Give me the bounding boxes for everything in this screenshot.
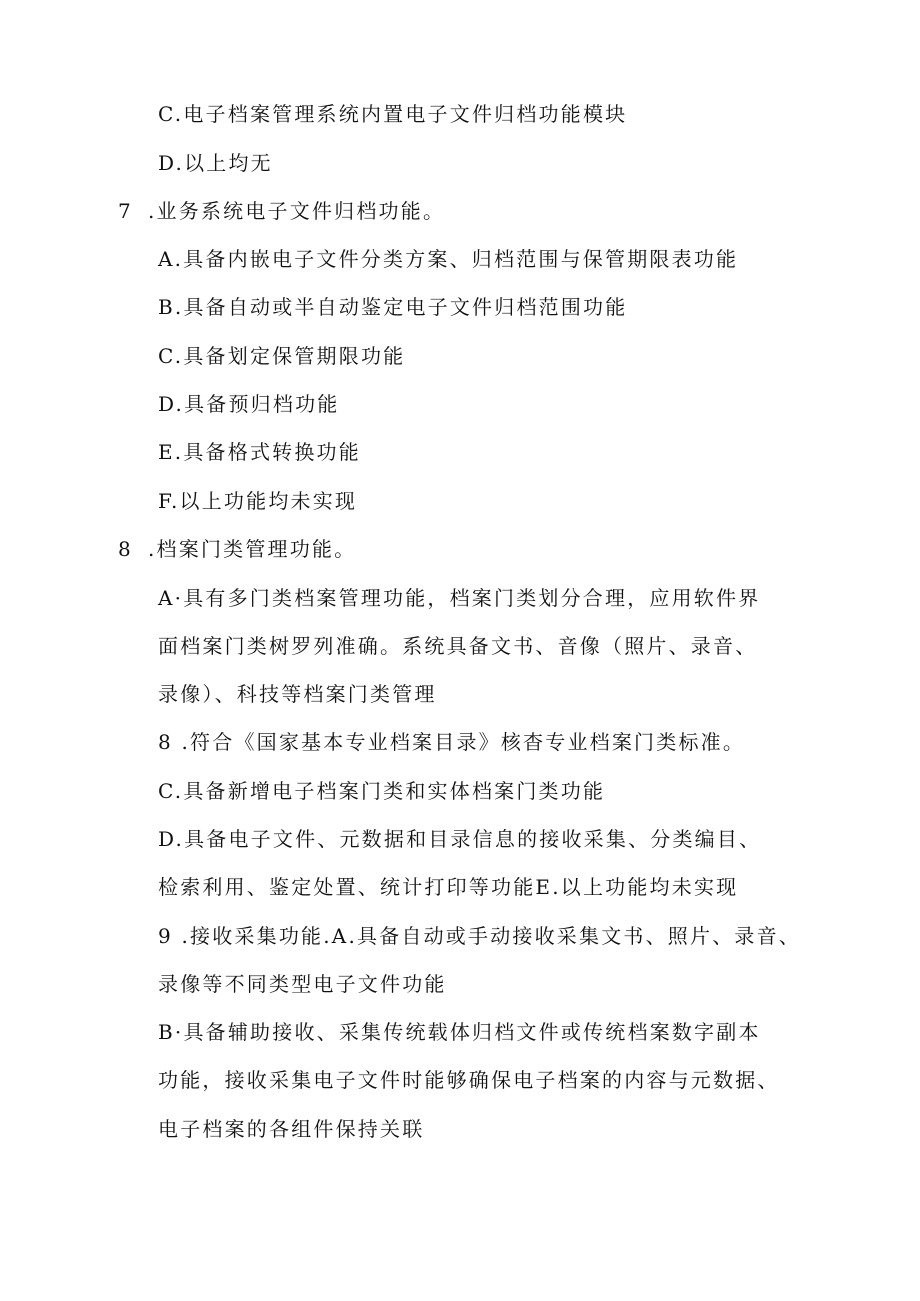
- q7-option-f: F.以上功能均未实现: [158, 489, 358, 513]
- q7-option-e: E.具备格式转换功能: [158, 440, 361, 464]
- question-8-number: 8: [118, 537, 131, 561]
- q7-option-c: C.具备划定保管期限功能: [158, 344, 406, 368]
- q7-option-d: D.具备预归档功能: [158, 392, 340, 416]
- question-7: [118, 197, 445, 225]
- q8-option-a-line1: A·具有多门类档案管理功能，档案门类划分合理，应用软件界: [158, 586, 761, 610]
- q8-option-c: C.具备新增电子档案门类和实体档案门类功能: [158, 779, 606, 803]
- q9-option-b-line3: 电子档案的各组件保持关联: [158, 1117, 425, 1141]
- question-7-number: 7: [118, 199, 131, 223]
- q9-option-b-line1: B·具备辅助接收、采集传统载体归档文件或传统档案数字副本: [158, 1020, 761, 1044]
- question-8: [118, 535, 356, 563]
- q8-option-a-line3: 录像）、科技等档案门类管理: [158, 682, 437, 706]
- q8-option-a-line2: 面档案门类树罗列准确。系统具备文书、音像（照片、录音、: [158, 634, 758, 658]
- q8-option-d-line1: D.具备电子文件、元数据和目录信息的接收采集、分类编目、: [158, 827, 762, 851]
- q7-option-a: A.具备内嵌电子文件分类方案、归档范围与保管期限表功能: [158, 247, 739, 271]
- question-7-text: .业务系统电子文件归档功能。: [148, 199, 446, 223]
- q7-option-b: B.具备自动或半自动鉴定电子文件归档范围功能: [158, 295, 628, 319]
- question-9-line2: 录像等不同类型电子文件功能: [158, 972, 447, 996]
- option-c-builtin-module: C.电子档案管理系统内置电子文件归档功能模块: [158, 102, 628, 126]
- q9-option-b-line2: 功能，接收采集电子文件时能够确保电子档案的内容与元数据、: [158, 1068, 780, 1092]
- option-d-none: D.以上均无: [158, 151, 273, 175]
- question-9-line1: 9 .接收采集功能.A.具备自动或手动接收采集文书、照片、录音、: [158, 924, 801, 948]
- q8-option-d-line2: 检索利用、鉴定处置、统计打印等功能E.以上功能均未实现: [158, 875, 739, 899]
- question-8-text: .档案门类管理功能。: [148, 537, 357, 561]
- q8-option-b: 8 .符合《国家基本专业档案目录》核杳专业档案门类标准。: [158, 730, 746, 754]
